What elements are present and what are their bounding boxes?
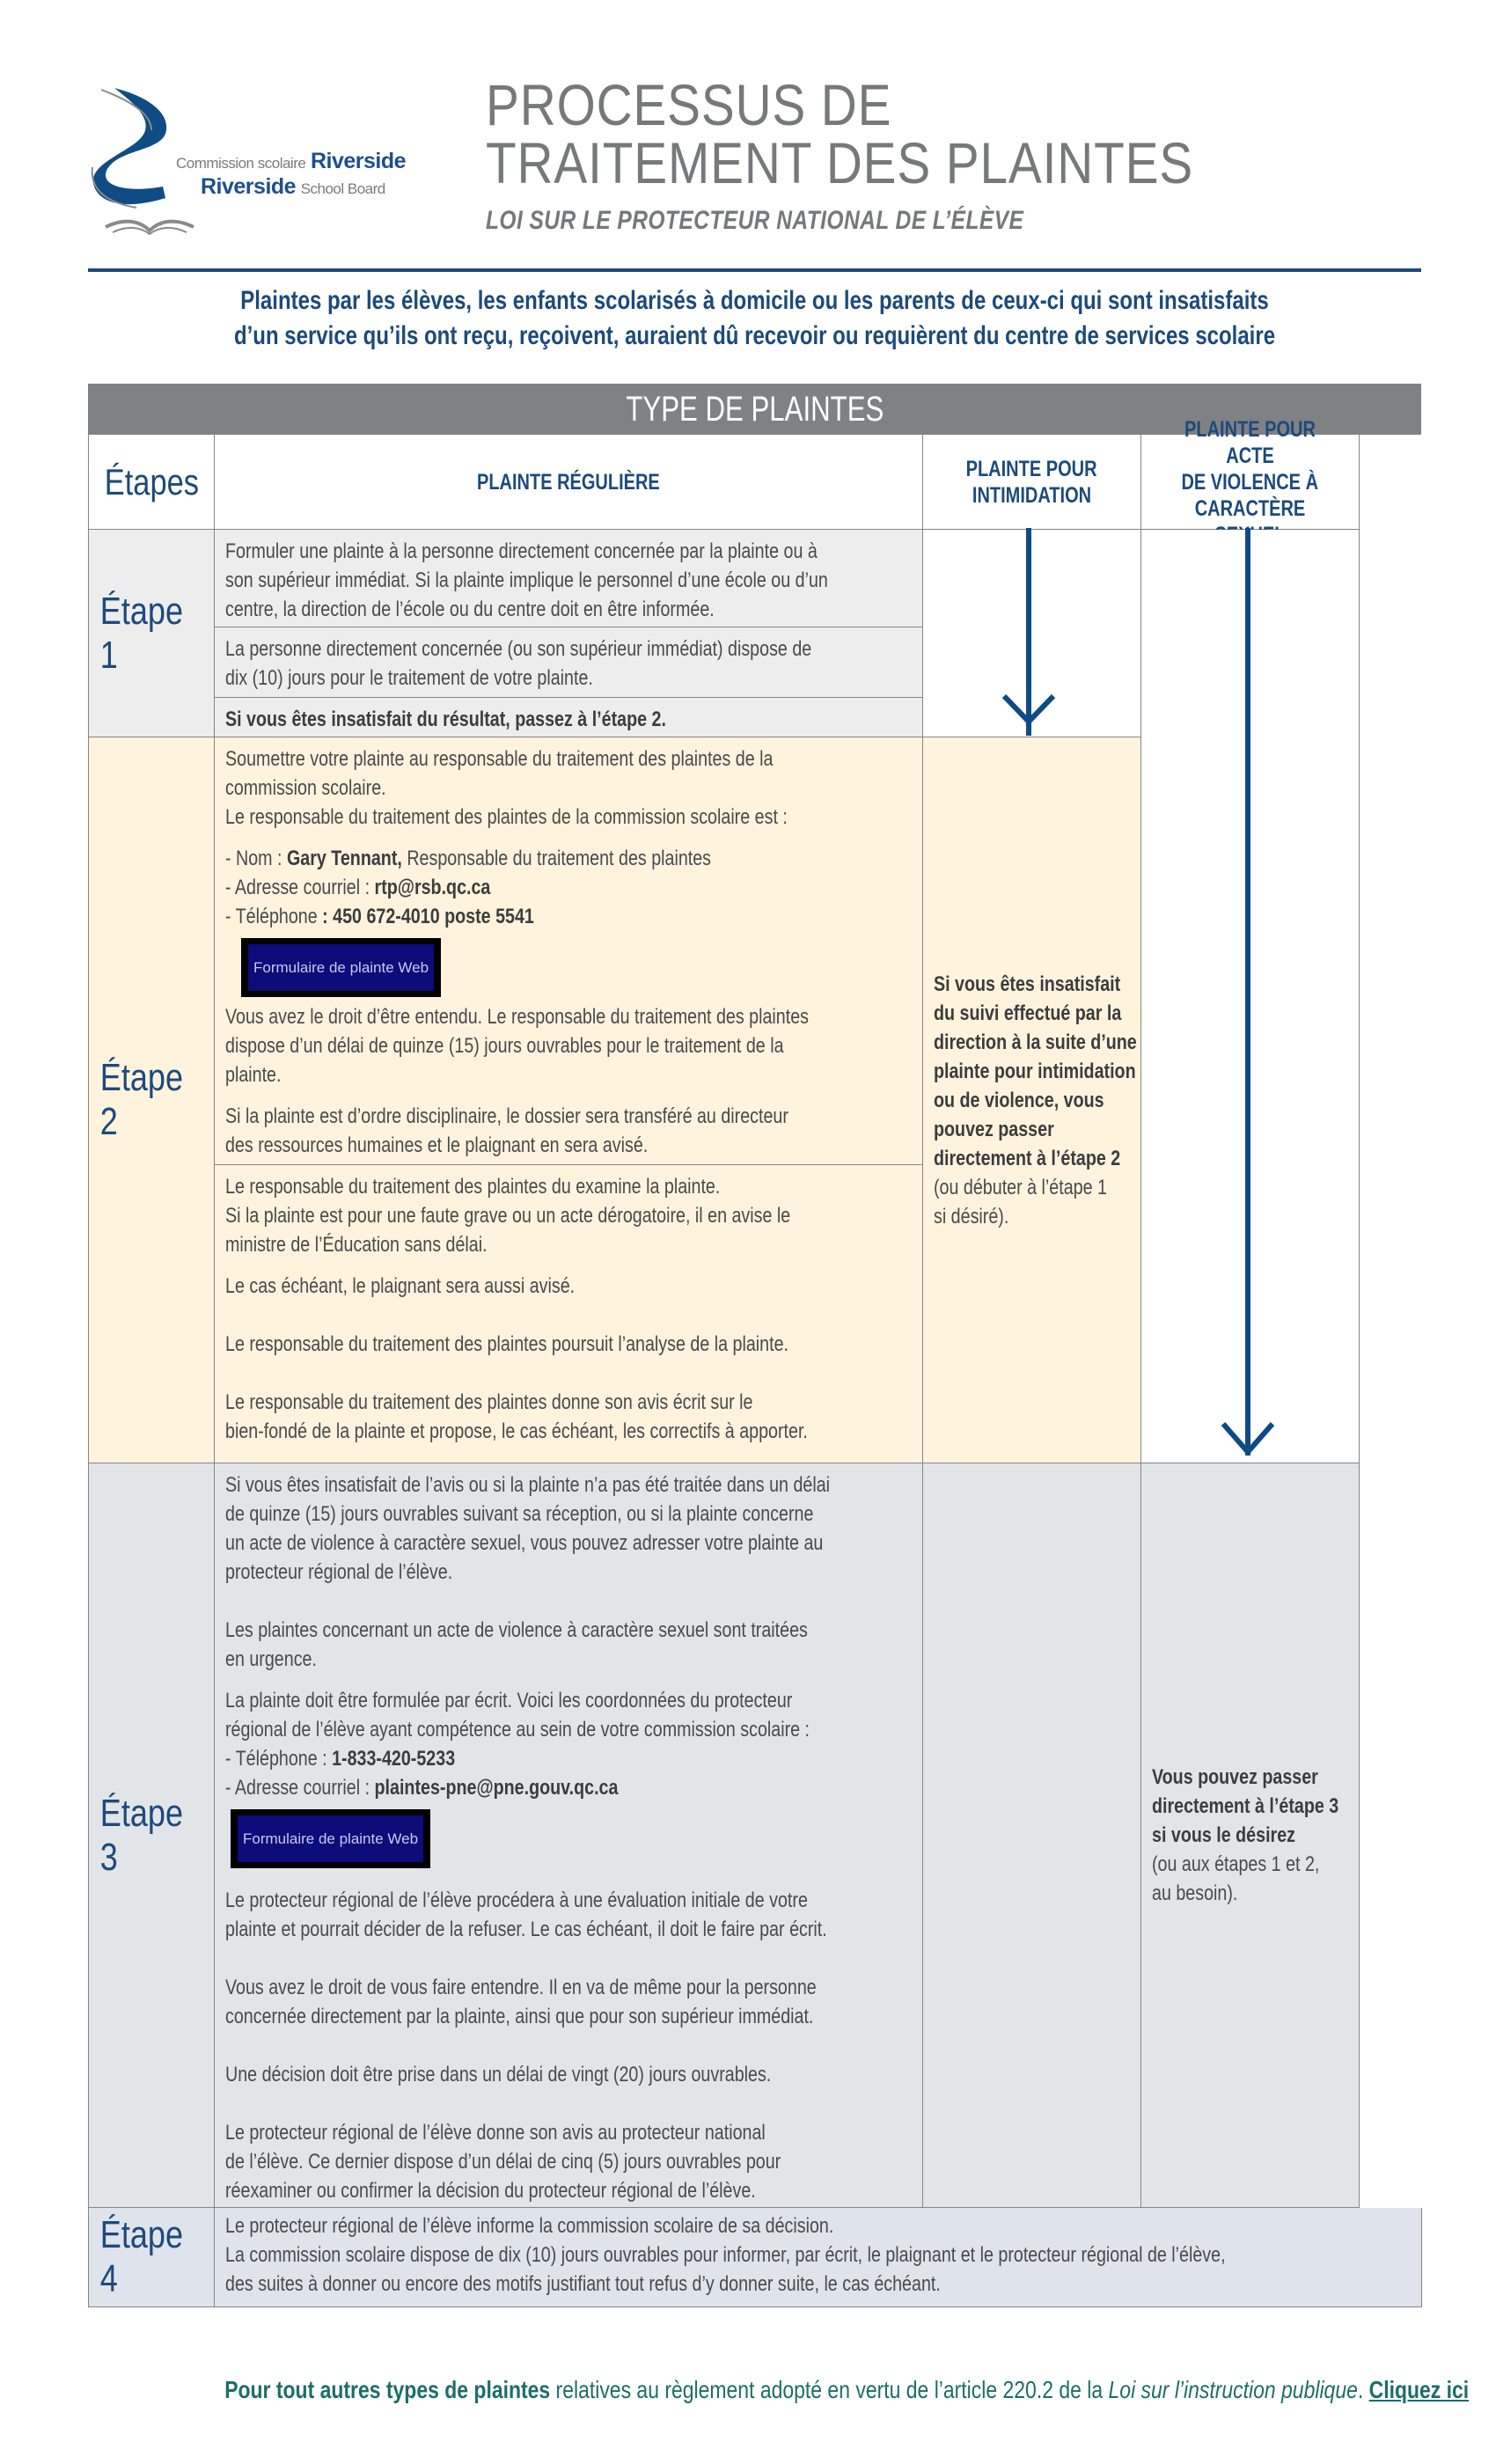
step2-text: bien-fondé de la plainte et propose, le cas échéant, les correctifs à apporter.: [225, 1419, 808, 1443]
phone-label: - Téléphone :: [225, 1747, 333, 1771]
step3-text: Le protecteur régional de l’élève procédera à une évaluation initiale de votre: [225, 1888, 808, 1912]
step3-text: de quinze (15) jours ouvrables suivant sa réception, ou si la plainte concerne: [225, 1502, 814, 1526]
logo-line1-small: Commission scolaire: [176, 155, 306, 172]
col-header-sexual-line2: DE VIOLENCE À: [1181, 469, 1319, 495]
logo-wordmark: [176, 150, 406, 201]
step2-text: Vous avez le droit d’être entendu. Le responsable du traitement des plaintes: [225, 1005, 809, 1029]
step2-side-note: (ou débuter à l’étape 1: [934, 1175, 1107, 1199]
step3-text: de l’élève. Ce dernier dispose d’un délai de cinq (5) jours ouvrables pour: [225, 2150, 781, 2174]
step3-text: Vous avez le droit de vous faire entendre. Il en va de même pour la personne: [225, 1976, 817, 1999]
step4-text: Le protecteur régional de l’élève informe la commission scolaire de sa décision.: [225, 2214, 834, 2238]
step3-text: en urgence.: [225, 1647, 317, 1671]
step4-label-cell: [89, 2208, 215, 2307]
step2-side-note: si désiré).: [934, 1204, 1009, 1228]
step2-cell-a: [215, 737, 923, 1165]
footer-text: relatives au règlement adopté en vertu de l’article 220.2 de la: [550, 2376, 1109, 2403]
step3-side-note: au besoin).: [1152, 1881, 1238, 1905]
footer-law-title: Loi sur l’instruction publique: [1108, 2376, 1358, 2403]
col-header-intimidation-line2: INTIMIDATION: [972, 482, 1092, 508]
phone-value: : 450 672-4010 poste 5541: [322, 905, 534, 928]
step2-text: Si la plainte est d’ordre disciplinaire, le dossier sera transféré au directeur: [225, 1104, 788, 1128]
step2-side-note: directement à l’étape 2: [934, 1146, 1121, 1170]
step1-next-step-note: Si vous êtes insatisfait du résultat, passez à l’étape 2.: [225, 708, 666, 731]
step1-text: La personne directement concernée (ou son supérieur immédiat) dispose de: [225, 637, 812, 661]
step2-side-note: plainte pour intimidation: [934, 1059, 1136, 1083]
page-title: [486, 72, 1194, 195]
step2-label-cell: [89, 737, 215, 1463]
step2-text: Soumettre votre plainte au responsable du traitement des plaintes de la: [225, 747, 774, 771]
step3-text: concernée directement par la plainte, ainsi que pour son supérieur immédiat.: [225, 2005, 814, 2028]
step3-intimidation-cell: [923, 1463, 1141, 2208]
logo-line2-big: Riverside: [201, 174, 297, 199]
footer-click-here-link[interactable]: Cliquez ici: [1368, 2376, 1470, 2403]
step3-text: Le protecteur régional de l’élève donne son avis au protecteur national: [225, 2121, 766, 2145]
step1-cell-c: [215, 698, 923, 737]
step2-text: Si la plainte est pour une faute grave ou un acte dérogatoire, il en avise le: [225, 1204, 791, 1228]
title-line-1: PROCESSUS DE: [486, 72, 892, 137]
step3-side-note: directement à l’étape 3: [1152, 1794, 1339, 1818]
step3-text: La plainte doit être formulée par écrit. Voici les coordonnées du protecteur: [225, 1689, 793, 1712]
step1-label: Étape 1: [99, 589, 184, 677]
intimidation-arrow-icon: [994, 524, 1065, 744]
logo-line1-big: Riverside: [310, 149, 407, 173]
step3-sexual-cell: [1141, 1463, 1360, 2208]
step3-text: Si vous êtes insatisfait de l’avis ou si la plainte n’a pas été traitée dans un délai: [225, 1473, 831, 1497]
col-header-steps-label: Étapes: [104, 460, 199, 502]
step3-text: réexaminer ou confirmer la décision du protecteur régional de l’élève.: [225, 2179, 756, 2203]
step1-text: Formuler une plainte à la personne directement concernée par la plainte ou à: [225, 539, 818, 563]
footer-note: [88, 2376, 1470, 2404]
step2-intimidation-cell: [923, 737, 1141, 1463]
step1-text: dix (10) jours pour le traitement de votre plainte.: [225, 666, 593, 690]
step4-label: Étape 4: [99, 2213, 184, 2300]
step2-side-note: direction à la suite d’une: [934, 1030, 1137, 1054]
step2-side-note: Si vous êtes insatisfait: [934, 972, 1121, 996]
phone-value: 1-833-420-5233: [332, 1747, 456, 1771]
step3-web-form-button[interactable]: [231, 1809, 430, 1868]
step3-contact-email: [225, 1773, 788, 1802]
step2-label: Étape 2: [99, 1056, 184, 1143]
col-header-sexual-violence: [1141, 416, 1360, 530]
step3-text: Les plaintes concernant un acte de violence à caractère sexuel sont traitées: [225, 1618, 808, 1642]
col-header-sexual-line1: PLAINTE POUR ACTE: [1184, 416, 1316, 468]
band-title: TYPE DE PLAINTES: [625, 390, 884, 429]
email-label: - Adresse courriel :: [225, 1776, 375, 1800]
step2-side-note: ou de violence, vous: [934, 1088, 1104, 1112]
step4-text: La commission scolaire dispose de dix (10) jours ouvrables pour informer, par écrit, le plaignant et le protecteur régional de l’élève,: [225, 2243, 1226, 2267]
footer-punct: .: [1357, 2376, 1369, 2403]
col-header-intimidation: [923, 435, 1141, 530]
step3-side-note: Vous pouvez passer: [1152, 1765, 1318, 1789]
step1-label-cell: [89, 530, 215, 737]
step2-side-note: pouvez passer: [934, 1117, 1054, 1141]
intro-line-2: d’un service qu’ils ont reçu, reçoivent, auraient dû recevoir ou requièrent du centre de services scolaire: [233, 321, 1276, 350]
step2-text: Le responsable du traitement des plaintes donne son avis écrit sur le: [225, 1390, 753, 1414]
step1-text: son supérieur immédiat. Si la plainte implique le personnel d’une école ou d’un: [225, 568, 828, 592]
col-header-steps: [89, 435, 215, 530]
step2-cell-b: [215, 1165, 923, 1463]
step4-text: des suites à donner ou encore des motifs justifiant tout refus d’y donner suite, le cas échéant.: [225, 2272, 941, 2296]
step2-text: commission scolaire.: [225, 776, 386, 800]
step3-text: régional de l’élève ayant compétence au sein de votre commission scolaire :: [225, 1718, 810, 1742]
step3-text: un acte de violence à caractère sexuel, vous pouvez adresser votre plainte au: [225, 1531, 824, 1555]
step1-text: centre, la direction de l’école ou du centre doit en être informée.: [225, 598, 715, 621]
footer-bold: Pour tout autres types de plaintes: [224, 2376, 551, 2403]
step3-label-cell: [89, 1463, 215, 2208]
intro-text: [88, 283, 1421, 354]
email-label: - Adresse courriel :: [225, 876, 375, 899]
col-header-regular-label: PLAINTE RÉGULIÈRE: [477, 469, 660, 495]
step2-text: Le responsable du traitement des plaintes poursuit l’analyse de la plainte.: [225, 1332, 789, 1356]
name-role: Responsable du traitement des plaintes: [401, 847, 712, 870]
step3-contact-phone: [225, 1744, 788, 1773]
step2-web-form-button[interactable]: [241, 938, 441, 997]
email-link[interactable]: plaintes-pne@pne.gouv.qc.ca: [374, 1776, 619, 1800]
sexual-violence-arrow-icon: [1213, 524, 1283, 1463]
name-value: Gary Tennant,: [286, 847, 402, 870]
step2-text: Le cas échéant, le plaignant sera aussi avisé.: [225, 1274, 576, 1298]
col-header-regular: [215, 435, 923, 530]
step2-text: plainte.: [225, 1063, 282, 1087]
step3-text: protecteur régional de l’élève.: [225, 1560, 453, 1584]
step3-label: Étape 3: [99, 1791, 184, 1879]
col-header-intimidation-line1: PLAINTE POUR: [966, 456, 1097, 481]
step2-side-note: du suivi effectué par la: [934, 1001, 1122, 1025]
web-form-button-label: Formulaire de plainte Web: [248, 944, 434, 991]
email-link[interactable]: rtp@rsb.qc.ca: [374, 876, 491, 899]
name-label: - Nom :: [225, 847, 287, 870]
step1-cell-b: [215, 627, 923, 698]
step2-contact-phone: [225, 902, 788, 931]
page-subtitle: LOI SUR LE PROTECTEUR NATIONAL DE L’ÉLÈVE: [486, 206, 1024, 235]
step2-contact-name: [225, 844, 788, 873]
intro-line-1: Plaintes par les élèves, les enfants scolarisés à domicile ou les parents de ceux-ci qui sont insatisfaits: [240, 286, 1269, 315]
step2-contact-email: [225, 873, 788, 902]
web-form-button-label: Formulaire de plainte Web: [238, 1815, 423, 1862]
step3-text: plainte et pourrait décider de la refuser. Le cas échéant, il doit le faire par écrit.: [225, 1918, 827, 1941]
step2-text: dispose d’un délai de quinze (15) jours ouvrables pour le traitement de la: [225, 1034, 784, 1058]
header-divider: [88, 268, 1421, 272]
step2-text: des ressources humaines et le plaignant en sera avisé.: [225, 1133, 649, 1157]
step3-text: Une décision doit être prise dans un délai de vingt (20) jours ouvrables.: [225, 2063, 772, 2086]
step2-text: Le responsable du traitement des plaintes de la commission scolaire est :: [225, 805, 788, 829]
step4-cell: [215, 2208, 1422, 2307]
step2-text: ministre de l’Éducation sans délai.: [225, 1233, 488, 1257]
step3-cell: [215, 1463, 923, 2208]
step3-side-note: (ou aux étapes 1 et 2,: [1152, 1852, 1320, 1876]
step2-text: Le responsable du traitement des plaintes du examine la plainte.: [225, 1175, 721, 1199]
step3-side-note: si vous le désirez: [1152, 1823, 1295, 1847]
phone-label: - Téléphone: [225, 905, 323, 928]
step1-cell-a: [215, 530, 923, 627]
logo-line2-small: School Board: [300, 180, 385, 197]
title-line-2: TRAITEMENT DES PLAINTES: [486, 130, 1194, 195]
col-header-sexual-line3: CARACTÈRE: [1194, 495, 1306, 521]
